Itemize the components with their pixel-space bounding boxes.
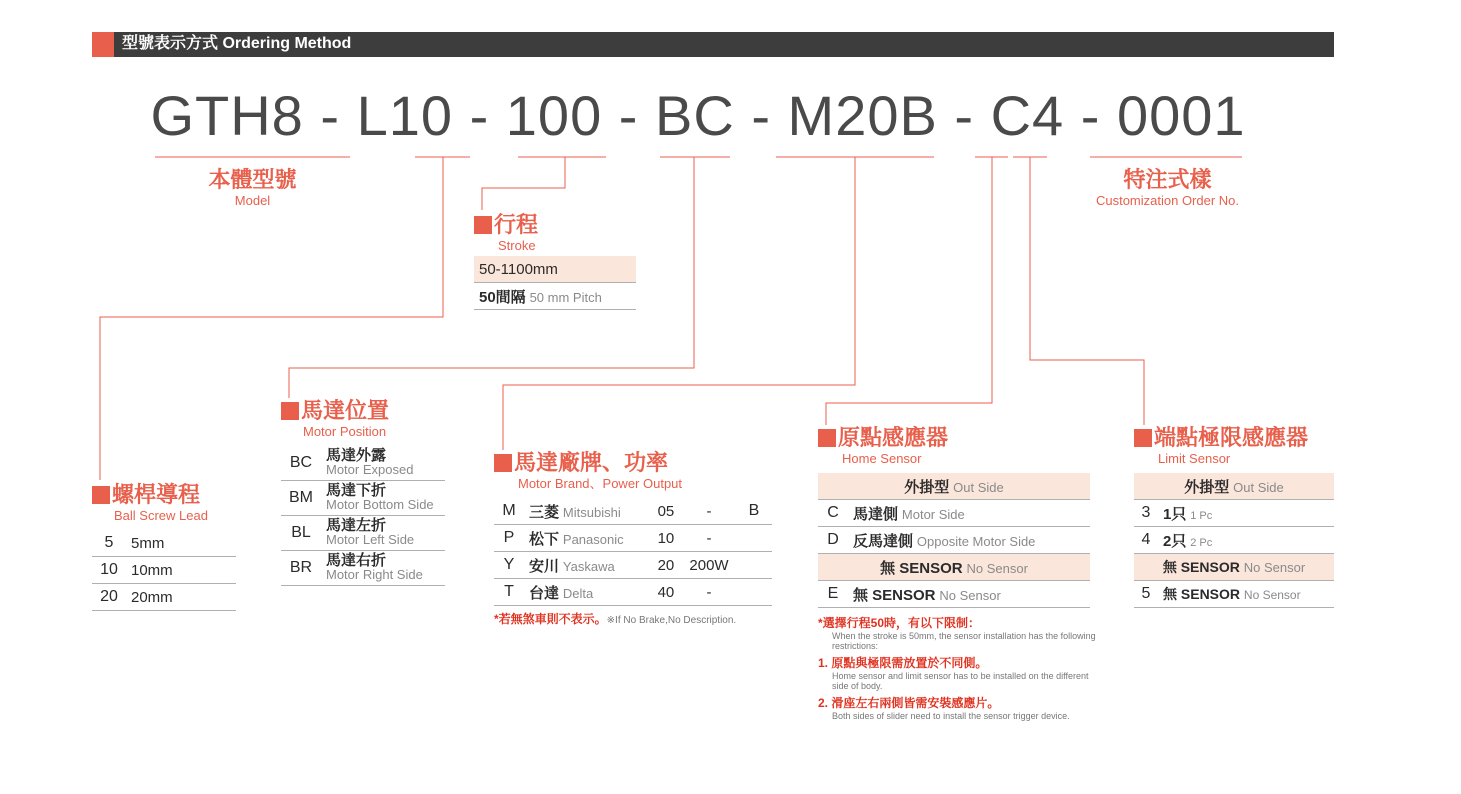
lead-section: 螺桿導程 Ball Screw Lead 5 5mm 10 10mm 20 20mm [92,482,236,611]
table-row: BR 馬達右折 Motor Right Side [281,551,445,586]
table-row: BL 馬達左折 Motor Left Side [281,516,445,551]
table-row: T 台達 Delta 40 - [494,579,772,606]
limit-sensor-table [1134,473,1334,608]
motor-position-section: 馬達位置 Motor Position BC 馬達外露 Motor Exposed BM 馬達下折 Motor Bottom Side BL 馬達左折 Motor Left Side BR 馬達右折 Motor Right Side [281,398,445,586]
brake-note: *若無煞車則不表示。※If No Brake,No Description. [494,612,737,626]
model-code: GTH8 - L10 - 100 - BC - M20B - C4 - 0001 [150,84,1246,147]
home-sensor-table [818,473,1090,608]
square-bullet-icon [474,216,492,234]
square-bullet-icon [494,454,512,472]
square-bullet-icon [92,486,110,504]
table-row: 5 5mm [92,530,236,557]
table-row: 20 20mm [92,584,236,611]
table-row: BM 馬達下折 Motor Bottom Side [281,481,445,516]
home-sensor-section: 原點感應器 Home Sensor 外掛型 Out Side C 馬達側 Motor Side D 反馬達側 Opposite Motor Side 無 SENSOR No Sensor E 無 SENSOR No Sensor *選擇行程50時，有以下限制： When the stroke is 50mm, the sensor installation has the following restrictions: 1. 原點與極限需放置於不同側。 Home sensor and limit sensor has to be installed on the different side of body. 2. 滑座左右兩側皆需安裝感應片。 Both sides of slider need to install the sensor trigger device. [818,425,1098,721]
table-row: 3 1只 1 Pc [1134,500,1334,527]
table-row: E 無 SENSOR No Sensor [818,581,1090,608]
motor-position-table [281,446,445,586]
table-row: P 松下 Panasonic 10 - [494,525,772,552]
table-row: 無 SENSOR No Sensor [818,554,1090,581]
lead-table [92,530,236,611]
table-row: 10 10mm [92,557,236,584]
stroke-section: 行程 Stroke 50-1100mm 50間隔 50 mm Pitch [474,212,636,310]
stroke-table: 50-1100mm 50間隔 50 mm Pitch [474,256,636,310]
model-label: 本體型號 Model [208,167,297,208]
custom-order-label: 特注式樣 Customization Order No. [1095,167,1240,208]
table-row: M 三菱 Mitsubishi 05 - B [494,498,772,525]
table-row: C 馬達側 Motor Side [818,500,1090,527]
table-row: BC 馬達外露 Motor Exposed [281,446,445,481]
limit-sensor-section: 端點極限感應器 Limit Sensor 外掛型 Out Side 3 1只 1 Pc 4 2只 2 Pc 無 SENSOR No Sensor 5 無 SENSOR No Sensor [1134,425,1334,608]
square-bullet-icon [281,402,299,420]
header-title: 型號表示方式 Ordering Method [122,35,352,52]
table-row: 無 SENSOR No Sensor [1134,554,1334,581]
motor-brand-table [494,498,772,606]
table-row: D 反馬達側 Opposite Motor Side [818,527,1090,554]
stroke-range: 50-1100mm [474,256,636,283]
table-row: 4 2只 2 Pc [1134,527,1334,554]
motor-brand-section: 馬達廠牌、功率 Motor Brand、Power Output M 三菱 Mitsubishi 05 - B P 松下 Panasonic 10 - Y 安川 Yaskawa 20 200W T 台達 Delta 40 - *若無煞車則不表示。※If No Brake,No Description. [494,450,772,628]
table-row: 外掛型 Out Side [1134,473,1334,500]
table-row: Y 安川 Yaskawa 20 200W [494,552,772,579]
table-row: 5 無 SENSOR No Sensor [1134,581,1334,608]
square-bullet-icon [1134,429,1152,447]
table-row: 外掛型 Out Side [818,473,1090,500]
restrictions-note: *選擇行程50時，有以下限制： When the stroke is 50mm, the sensor installation has the following restrictions: 1. 原點與極限需放置於不同側。 Home sensor and limit sensor has to be installed on the different side of body. 2. 滑座左右兩側皆需安裝感應片。 Both sides of slider need to install the sensor trigger device. [818,616,1096,721]
square-bullet-icon [818,429,836,447]
